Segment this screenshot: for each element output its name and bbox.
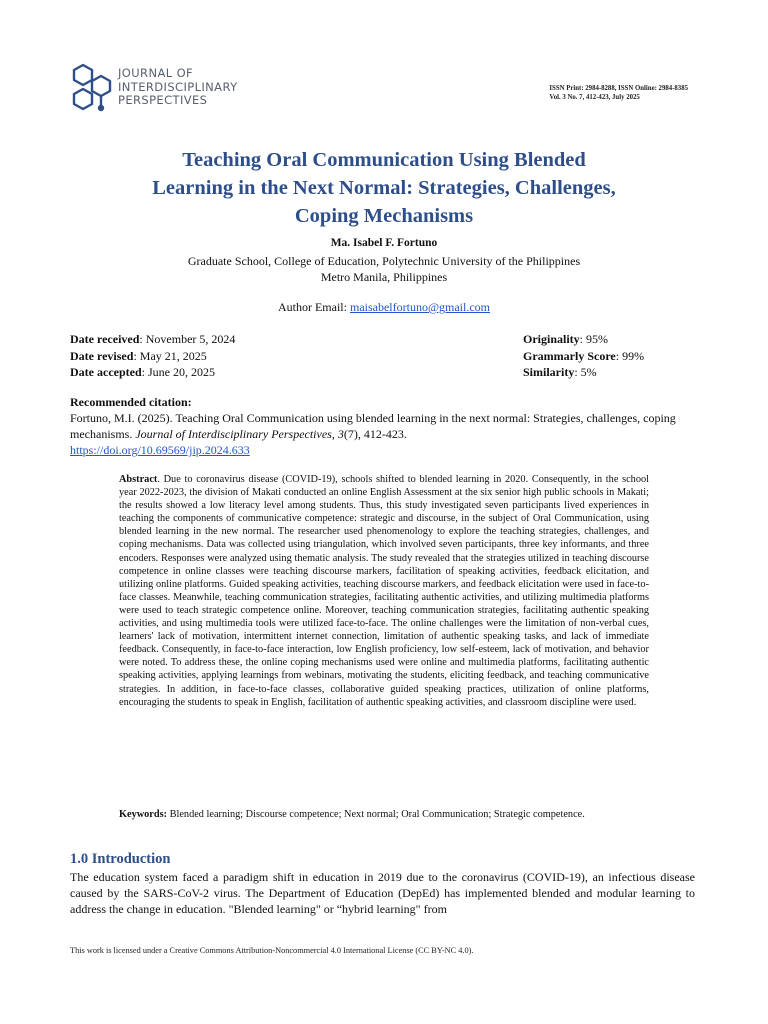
author-name: Ma. Isabel F. Fortuno xyxy=(330,237,438,249)
originality xyxy=(523,331,644,348)
date-accepted-value: : June 20, 2025 xyxy=(141,365,215,379)
date-received-label: Date received xyxy=(70,332,140,346)
date-accepted-label: Date accepted xyxy=(70,365,142,379)
title-line1: Teaching Oral Communication Using Blended xyxy=(182,149,586,171)
affiliation-line2: Metro Manila, Philippines xyxy=(320,269,448,284)
metrics-block xyxy=(523,331,644,381)
journal-logo xyxy=(70,62,250,114)
license-footer: This work is licensed under a Creative Commons Attribution-Noncommercial 4.0 International License (CC BY-NC 4.0). xyxy=(70,946,474,955)
citation-journal: Journal of Interdisciplinary Perspectives xyxy=(135,427,332,441)
citation-volume: 3 xyxy=(337,427,344,441)
doi-link[interactable]: https://doi.org/10.69569/jip.2024.633 xyxy=(70,443,250,457)
email-link[interactable]: maisabelfortuno@gmail.com xyxy=(349,300,490,314)
date-revised-label: Date revised xyxy=(70,348,134,363)
title-line2: Learning in the Next Normal: Strategies, Challenges, xyxy=(152,177,616,199)
citation-heading: Recommended citation: xyxy=(70,395,192,409)
affiliation-line1: Graduate School, College of Education, Polytechnic University of the Philippines xyxy=(187,254,581,268)
affiliation xyxy=(0,254,768,285)
citation-comma: , xyxy=(331,427,338,441)
grammarly-score xyxy=(523,348,644,365)
date-revised xyxy=(70,348,235,365)
hexagon-molecule-icon xyxy=(70,62,116,114)
journal-name-line3: PERSPECTIVES xyxy=(118,93,208,107)
abstract-text: . Due to coronavirus disease (COVID-19), schools shifted to blended learning in 2020. Consequently, in the school year 2022-2023, the division of Makati conducted an online English Assessment at the six senior high public schools in Makati; the results showed a low literacy level among students. Thus, this study investigated seven participants lived experiences in teaching the components of communicative competence: strategic and discourse, in the subject of Oral Communication, using blended learning in the new normal. The researcher used phenomenology to explore the teaching strategies, challenges, and coping mechanisms. Data was collected using triangulation, which involved seven participants, three key informants, and three encoders. Responses were analyzed using thematic analysis. The study revealed that the strategies utilized in teaching discourse competence in online classes were teaching discourse markers, facilitation of speaking activities, feedback elicitation, and utilizing online platforms. Guided speaking activities, teaching discourse markers, and feedback elicitation were used in face-to-face classes. Meanwhile, teaching communication strategies, facilitating authentic activities, and utilizing multimedia platforms were used to teach strategic competence online. Moreover, teaching communication strategies, facilitating authentic speaking activities, and using multimedia tools were utilized face-to-face. The online challenges were the limitation of non-verbal cues, learners' lack of motivation, intermittent internet connection, limitation of authentic speaking tasks, and lack of immediate feedback. Consequently, in face-to-face interaction, low English proficiency, low self-esteem, lack of motivation, and behavior were noted. To address these, the online coping mechanisms used were online and multimedia platforms, facilitating authentic speaking activities, applying learnings from webinars, motivating the students, eliciting feedback, and teaching communicative strategies. In addition, in face-to-face classes, collaborative guided speaking practices, utilization of online platforms, encouraging the students to speak in English, facilitation of authentic speaking activities, and classroom discipline were used. xyxy=(119,474,649,708)
email-label: Author Email: xyxy=(277,300,347,314)
journal-name xyxy=(118,67,238,108)
issn-line: ISSN Print: 2984-8288, ISSN Online: 2984-8385 xyxy=(549,85,688,92)
date-received-value: : November 5, 2024 xyxy=(139,332,236,346)
date-revised-value: : May 21, 2025 xyxy=(133,348,207,363)
similarity xyxy=(523,364,644,381)
grammarly-value: : 99% xyxy=(615,348,645,363)
keywords-label: Keywords: xyxy=(119,809,168,820)
citation-text-part2: (7), 412-423. xyxy=(343,427,407,441)
date-received xyxy=(70,331,235,348)
article-title xyxy=(100,146,668,230)
introduction-text: The education system faced a paradigm shift in education in 2019 due to the coronavirus (COVID-19), an infectious disease caused by the SARS-CoV-2 virus. The Department of Education (DepEd) has implemented blended and modular learning to address the change in education. "Blended learning" or “hybrid learning" from xyxy=(70,870,695,916)
originality-value: : 95% xyxy=(579,332,609,346)
date-accepted xyxy=(70,364,235,381)
citation-text-part1: Fortuno, M.I. (2025). Teaching Oral Communication using blended learning in the next normal: Strategies, challenges, coping mechanisms. xyxy=(70,411,676,441)
similarity-label: Similarity xyxy=(523,365,575,379)
section-heading-introduction: 1.0 Introduction xyxy=(70,851,171,867)
abstract xyxy=(119,473,649,709)
keywords xyxy=(119,808,649,821)
grammarly-label: Grammarly Score xyxy=(523,348,616,363)
recommended-citation xyxy=(70,394,696,458)
citation-text xyxy=(70,410,696,442)
dates-block xyxy=(70,331,235,381)
keywords-text: Blended learning; Discourse competence; Next normal; Oral Communication; Strategic competence. xyxy=(167,809,585,820)
journal-name-line2: INTERDISCIPLINARY xyxy=(118,79,238,94)
issn-block xyxy=(549,84,688,102)
volume-line: Vol. 3 No. 7, 412-423, July 2025 xyxy=(549,94,640,101)
author-email xyxy=(0,300,768,315)
title-line3: Coping Mechanisms xyxy=(294,205,474,227)
similarity-value: : 5% xyxy=(574,365,597,379)
abstract-label: Abstract xyxy=(119,474,158,485)
originality-label: Originality xyxy=(523,332,580,346)
journal-name-line1: JOURNAL OF xyxy=(118,66,194,80)
